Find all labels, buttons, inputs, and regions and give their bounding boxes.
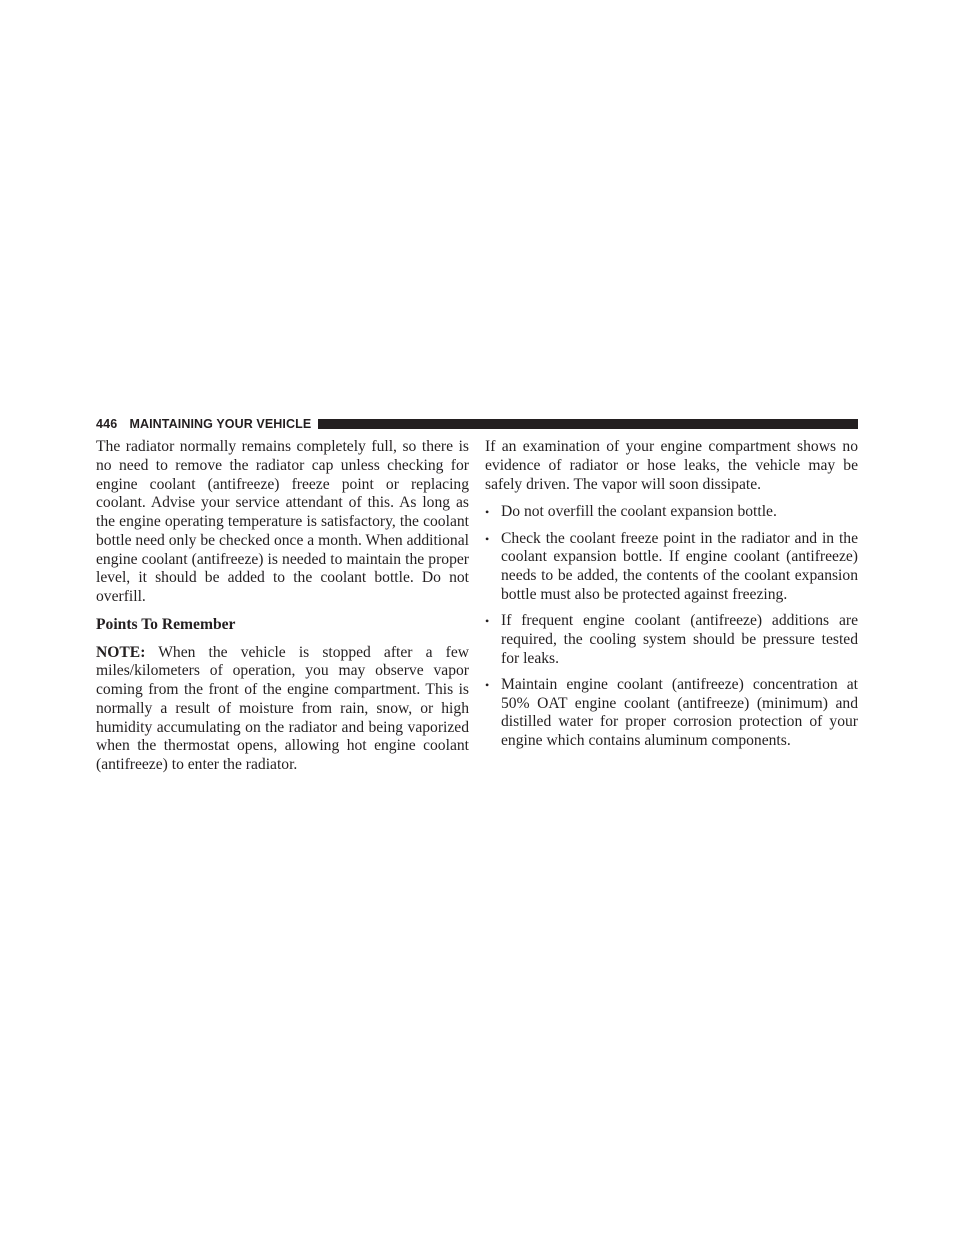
bullet-icon: •: [485, 677, 490, 692]
note-paragraph: [96, 644, 469, 775]
bullet-icon: •: [485, 531, 490, 546]
bullet-list: [485, 503, 858, 751]
list-item: [485, 676, 858, 751]
note-label: NOTE:: [96, 643, 146, 661]
list-item: [485, 503, 858, 522]
page-number: 446: [96, 417, 118, 431]
list-item-text: Check the coolant freeze point in the radiator and in the coolant expansion bottle. If engine coolant (antifreeze) needs to be added, the contents of the coolant expansion bottle must also be protected against freezing.: [501, 529, 858, 603]
list-item: [485, 530, 858, 605]
intro-paragraph: If an examination of your engine compartment shows no evidence of radiator or hose leaks, the vehicle may be safely driven. The vapor will soon dissipate.: [485, 438, 858, 493]
list-item-text: Do not overfill the coolant expansion bottle.: [501, 503, 777, 521]
left-column: [96, 438, 469, 784]
radiator-paragraph: The radiator normally remains completely full, so there is no need to remove the radiator cap unless checking for engine coolant (antifreeze) freeze point or replacing coolant. Advise your service attendant of this. As long as the engine operating temperature is satisfactory, the coolant bottle need only be checked once a month. When additional engine coolant (antifreeze) is needed to maintain the proper level, it should be added to the coolant bottle. Do not overfill.: [96, 438, 469, 605]
bullet-icon: •: [485, 614, 490, 628]
page-header: [96, 417, 858, 431]
points-heading: Points To Remember: [96, 615, 236, 633]
header-rule: [318, 419, 858, 429]
list-item-text: Maintain engine coolant (antifreeze) concentration at 50% OAT engine coolant (antifreeze) (minimum) and distilled water for proper corrosion protection of your engine which contains aluminum components.: [501, 675, 858, 749]
bullet-icon: •: [485, 505, 490, 520]
right-column: [485, 438, 858, 758]
section-title: MAINTAINING YOUR VEHICLE: [129, 417, 312, 431]
list-item-text: If frequent engine coolant (antifreeze) additions are required, the cooling system should be pressure tested for leaks.: [501, 612, 858, 667]
list-item: [485, 612, 858, 668]
note-text: When the vehicle is stopped after a few miles/kilometers of operation, you may observe vapor coming from the front of the engine compartment. This is normally a result of moisture from rain, snow, or high humidity accumulating on the radiator and being vaporized when the thermostat opens, allowing hot engine coolant (antifreeze) to enter the radiator.: [96, 643, 469, 773]
